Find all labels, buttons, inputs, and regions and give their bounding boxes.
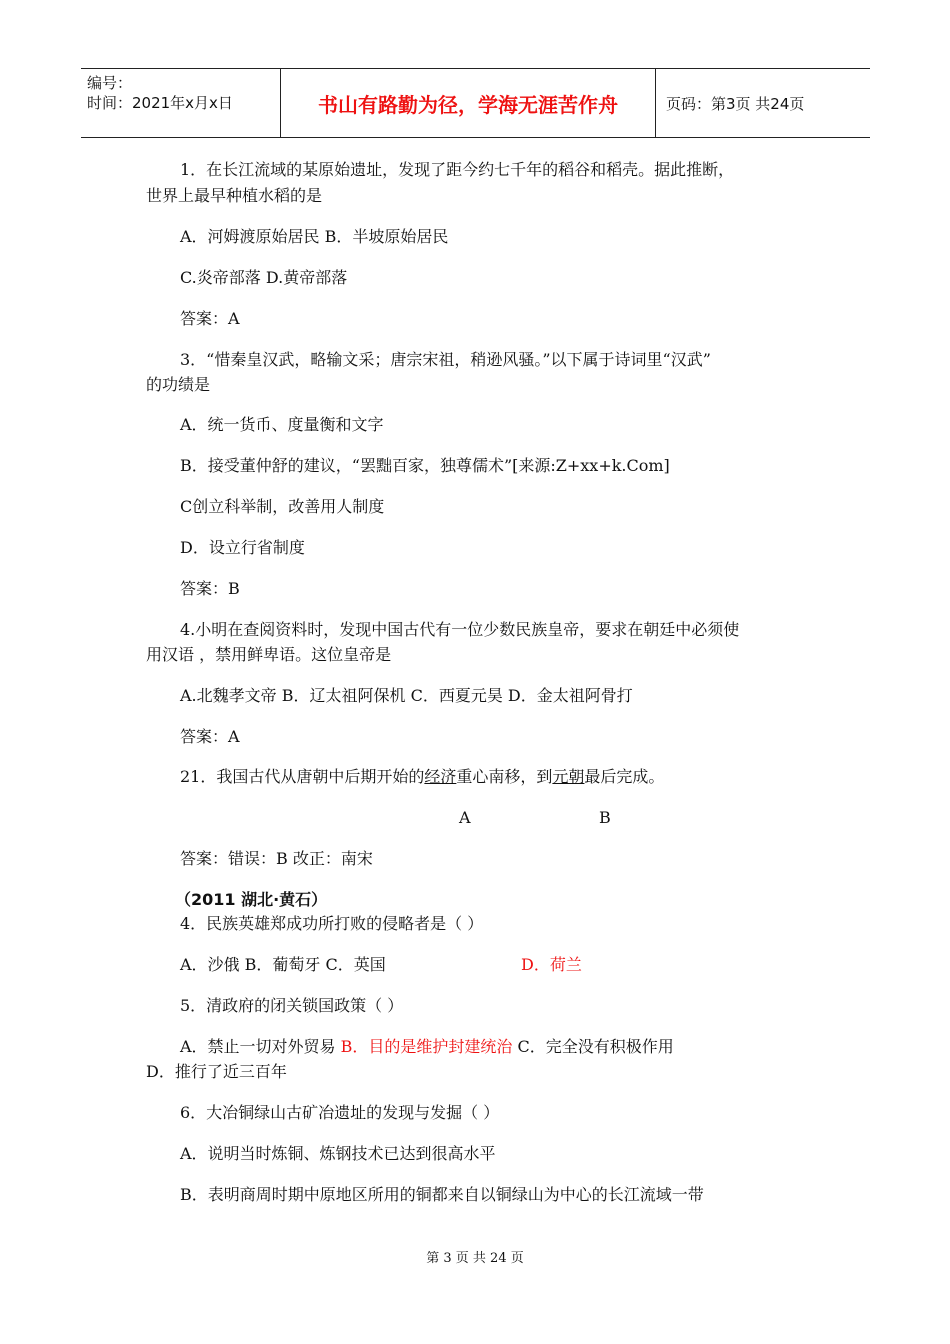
q4-options: A.北魏孝文帝 B．辽太祖阿保机 C．西夏元昊 D．金太祖阿骨打 — [180, 686, 633, 705]
h5-stem: 5．清政府的闭关锁国政策（ ） — [180, 996, 404, 1015]
q21-stem — [180, 767, 664, 787]
h4-option-d-correct: D．荷兰 — [521, 955, 582, 974]
h6-stem: 6．大冶铜绿山古矿冶遗址的发现与发掘（ ） — [180, 1103, 500, 1122]
q1-stem-line1: 1．在长江流域的某原始遗址，发现了距今约七千年的稻谷和稻壳。据此推断， — [180, 160, 735, 179]
q21-text-mid: 重心南移，到 — [456, 767, 553, 786]
h5-option-d: D．推行了近三百年 — [146, 1062, 287, 1081]
q1-options-ab: A．河姆渡原始居民 B．半坡原始居民 — [180, 227, 449, 246]
q3-option-d: D．设立行省制度 — [180, 538, 305, 557]
q21-underlined-b: 元朝 — [552, 767, 585, 786]
h4-stem: 4．民族英雄郑成功所打败的侵略者是（ ） — [180, 914, 484, 933]
header-motto: 书山有路勤为径，学海无涯苦作舟 — [281, 69, 656, 137]
section-heading: （2011 湖北·黄石） — [175, 890, 328, 909]
q3-stem-line1: 3．“惜秦皇汉武，略输文采；唐宗宋祖，稍逊风骚。”以下属于诗词里“汉武” — [180, 350, 711, 369]
h5-option-b-correct: B．目的是维护封建统治 — [340, 1037, 513, 1056]
q21-text-pre: 21．我国古代从唐朝中后期开始的 — [180, 767, 425, 786]
h4-options — [180, 955, 582, 975]
h6-option-a: A．说明当时炼铜、炼钢技术已达到很高水平 — [180, 1144, 496, 1163]
q21-mark-b: B — [599, 808, 611, 827]
q21-underlined-a: 经济 — [424, 767, 457, 786]
q21-answer: 答案：错误：B 改正：南宋 — [180, 849, 373, 868]
number-label: 编号： — [87, 74, 133, 92]
h5-options — [180, 1037, 674, 1057]
h5-option-c: C．完全没有积极作用 — [512, 1037, 674, 1056]
h6-option-b: B．表明商周时期中原地区所用的铜都来自以铜绿山为中心的长江流域一带 — [180, 1185, 704, 1204]
q3-option-c: C创立科举制，改善用人制度 — [180, 497, 385, 516]
time-label: 时间：2021年x月x日 — [87, 94, 233, 112]
q3-option-a: A．统一货币、度量衡和文字 — [180, 415, 384, 434]
h5-option-a: A．禁止一切对外贸易 — [180, 1037, 341, 1056]
q1-options-cd: C.炎帝部落 D.黄帝部落 — [180, 268, 348, 287]
q4-stem-line1: 4.小明在查阅资料时，发现中国古代有一位少数民族皇帝，要求在朝廷中必须使 — [180, 620, 740, 639]
header-page-label: 页码：第3页 共24页 — [666, 94, 805, 113]
q21-mark-a: A — [459, 808, 471, 827]
page-header — [81, 68, 870, 138]
h4-options-abc: A．沙俄 B．葡萄牙 C．英国 — [180, 955, 386, 974]
q3-answer: 答案：B — [180, 579, 240, 598]
q4-answer: 答案：A — [180, 727, 240, 746]
q1-stem-line2: 世界上最早种植水稻的是 — [146, 186, 323, 205]
header-info — [81, 69, 281, 137]
q3-option-b: B．接受董仲舒的建议，“罢黜百家，独尊儒术”[来源:Z+xx+k.Com] — [180, 456, 670, 475]
q21-text-post: 最后完成。 — [584, 767, 665, 786]
page-footer: 第 3 页 共 24 页 — [426, 1251, 524, 1266]
q4-stem-line2: 用汉语 ，禁用鲜卑语。这位皇帝是 — [146, 645, 392, 664]
q1-answer: 答案：A — [180, 309, 240, 328]
q3-stem-line2: 的功绩是 — [146, 375, 211, 394]
